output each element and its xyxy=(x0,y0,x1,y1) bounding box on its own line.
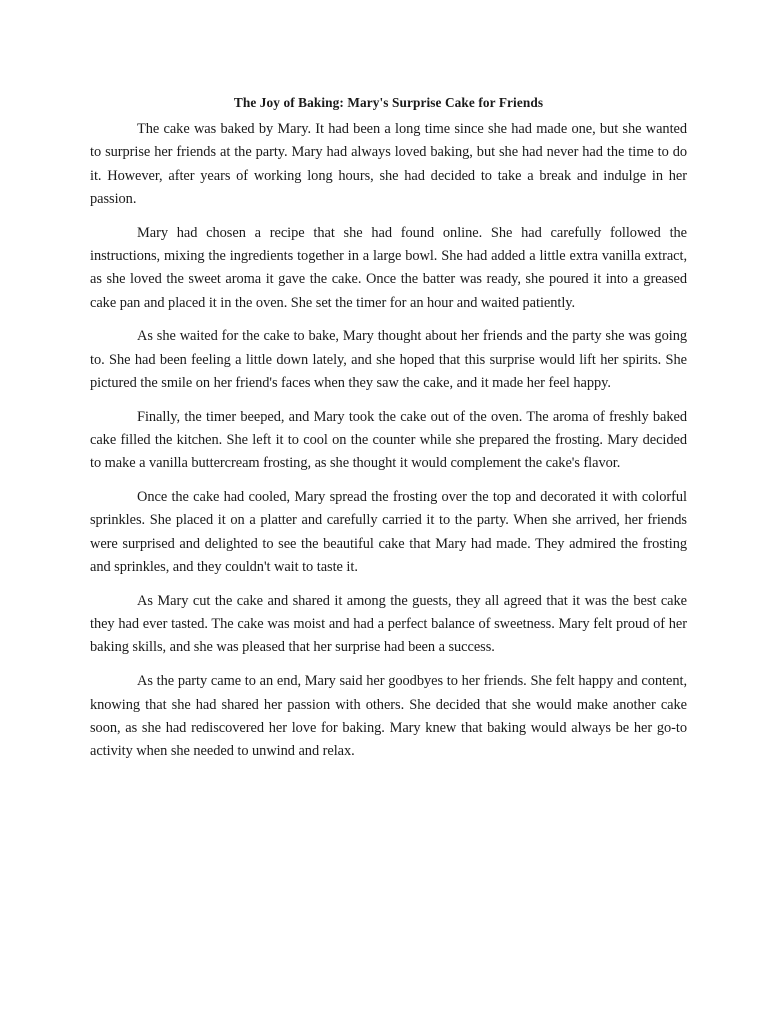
paragraph-1: The cake was baked by Mary. It had been a long time since she had made one, but she wanted to surprise her friends at the party. Mary had always loved baking, but she had never had the time to do it. However, after years of working long hours, she had decided to take a break and indulge in her passion. xyxy=(90,121,687,207)
paragraph-6: As Mary cut the cake and shared it among the guests, they all agreed that it was the best cake they had ever tasted. The cake was moist and had a perfect balance of sweetness. Mary felt proud of her baking skills, and she was pleased that her surprise had been a success. xyxy=(90,592,687,656)
paragraph-4: Finally, the timer beeped, and Mary took the cake out of the oven. The aroma of freshly baked cake filled the kitchen. She left it to cool on the counter while she prepared the frosting. Mary decided to make a vanilla buttercream frosting, as she thought it would complement the cake's flavor. xyxy=(90,408,687,472)
paragraph-5: Once the cake had cooled, Mary spread the frosting over the top and decorated it with colorful sprinkles. She placed it on a platter and carefully carried it to the party. When she arrived, her friends were surprised and delighted to see the beautiful cake that Mary had made. They admired the frosting and sprinkles, and they couldn't wait to taste it. xyxy=(90,489,687,576)
paragraph-7: As the party came to an end, Mary said her goodbyes to her friends. She felt happy and content, knowing that she had shared her passion with others. She decided that she would make another cake soon, as she had rediscovered her love for baking. Mary knew that baking would always be her go-to activity when she needed to unwind and relax. xyxy=(90,673,687,760)
paragraph-2: Mary had chosen a recipe that she had found online. She had carefully followed the instructions, mixing the ingredients together in a large bowl. She had added a little extra vanilla extract, as she loved the sweet aroma it gave the cake. Once the batter was ready, she poured it into a greased cake pan and placed it in the oven. She set the timer for an hour and waited patiently. xyxy=(90,224,687,311)
paragraph-3: As she waited for the cake to bake, Mary thought about her friends and the party she was going to. She had been feeling a little down lately, and she hoped that this surprise would lift her spirits. She pictured the smile on her friend's faces when they saw the cake, and it made her feel happy. xyxy=(90,328,687,391)
document-title: The Joy of Baking: Mary's Surprise Cake for Friends xyxy=(233,95,544,110)
